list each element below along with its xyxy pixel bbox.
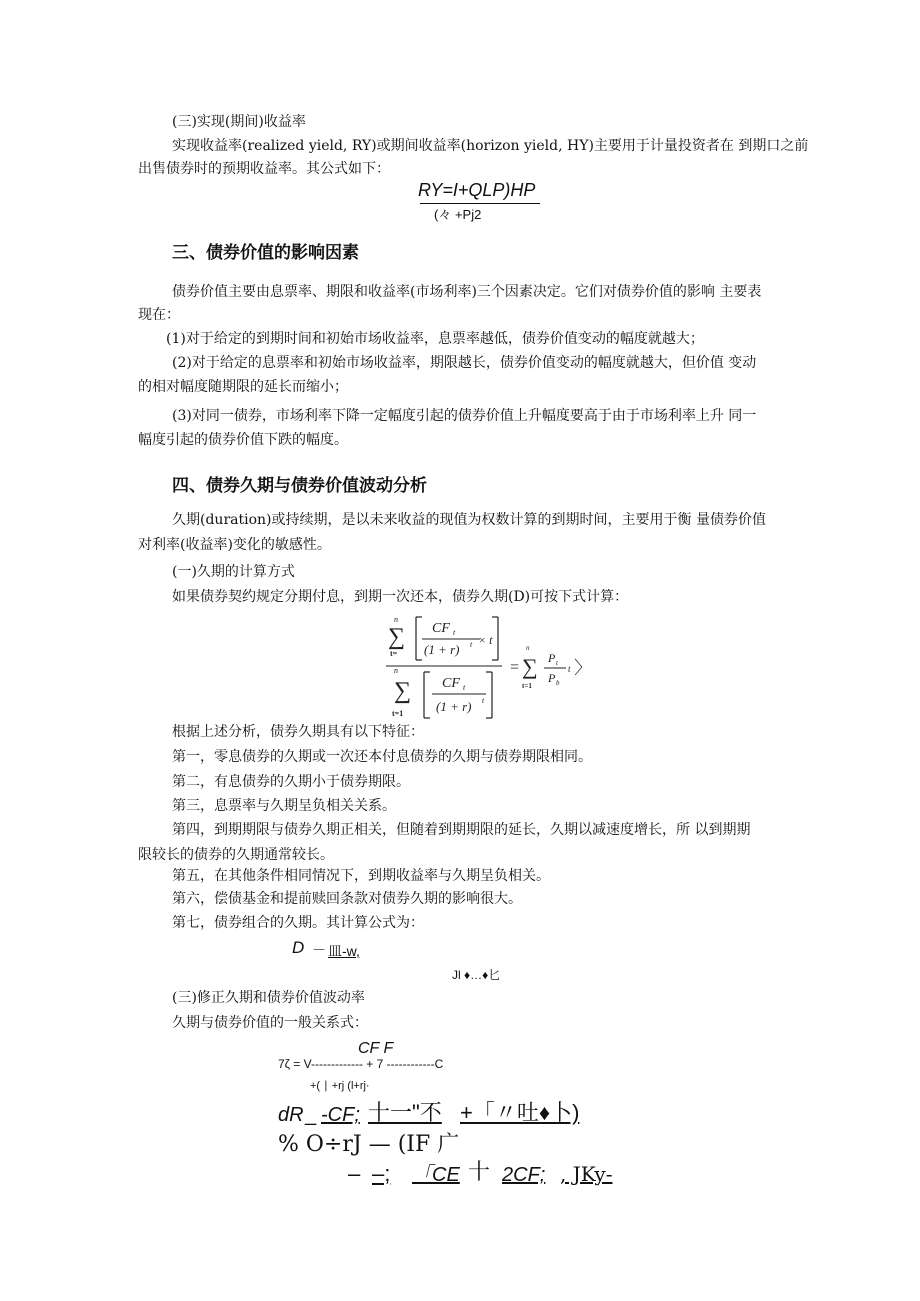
subsection-realized-yield: (三)实现(期间)收益率	[172, 114, 306, 130]
cf-subscript: t	[453, 628, 456, 637]
value-formula-line: 7ζ = V------------- + 7 ------------C	[278, 1057, 444, 1071]
list-item: 第一，零息债券的久期或一次还本付息债券的久期与债券期限相同。	[172, 749, 592, 765]
paragraph-line: 对利率(收益率)变化的敏感性。	[138, 537, 331, 553]
paragraph-line: 久期(duration)或持续期，是以未来收益的现值为权数计算的到期时间，主要用于衡 量债券价值	[172, 512, 766, 528]
pb-label: P	[548, 671, 556, 685]
times-t: × t	[478, 633, 493, 647]
cf-label: CF	[432, 621, 450, 636]
sum-index: t=1	[392, 709, 404, 718]
dr-line-2: % O÷rJ — (IF 广	[278, 1132, 460, 1157]
list-item: 第六，偿债基金和提前赎回条款对债券久期的影响很大。	[172, 891, 522, 907]
list-item: 第三，息票率与久期呈负相关关系。	[172, 798, 396, 814]
sum-upper-limit: n	[394, 666, 398, 675]
paragraph-line: 现在：	[138, 307, 180, 323]
pt-subscript: t	[556, 659, 558, 667]
paragraph-line: 出售债券时的预期收益率。其公式如下：	[138, 161, 390, 177]
dr-line-3-d: 十	[468, 1159, 491, 1184]
subsection-duration-calc: (一)久期的计算方式	[172, 564, 295, 580]
list-item-continuation: 的相对幅度随期限的延长而缩小；	[138, 379, 348, 395]
exponent: t	[482, 696, 485, 705]
sum-index: t=1	[522, 682, 532, 690]
dr-line-1-c: -CF;	[321, 1104, 360, 1126]
list-item: 第五，在其他条件相同情况下，到期收益率与久期呈负相关。	[172, 868, 550, 884]
paragraph-line: 如果债券契约规定分期付息，到期一次还本，债券久期(D)可按下式计算：	[172, 589, 629, 605]
list-item: (1)对于给定的到期时间和初始市场收益率，息票率越低，债券价值变动的幅度就越大；	[166, 331, 704, 347]
sum-upper-limit: n	[394, 615, 398, 624]
heading-section-3: 三、债券价值的影响因素	[172, 243, 359, 263]
list-item: (2)对于给定的息票率和初始市场收益率，期限越长，债券价值变动的幅度就越大，但价值 变动	[172, 355, 757, 371]
dr-line-1-e: +「〃吐♦卜)	[460, 1100, 580, 1125]
list-item: 第七，债券组合的久期。其计算公式为：	[172, 915, 424, 931]
ry-formula-numerator: RY=I+QLP)HP	[418, 180, 536, 200]
dr-line-1-b: _	[305, 1104, 317, 1126]
discount-factor: (1 + r)	[436, 699, 472, 714]
paragraph-line: 根据上述分析，债券久期具有以下特征：	[172, 724, 424, 740]
heading-section-4: 四、债券久期与债券价值波动分析	[172, 476, 427, 496]
tail-t: t	[568, 664, 571, 674]
cf-label: CF	[442, 676, 460, 691]
ry-formula-denominator: (々 +Pj2	[434, 207, 482, 222]
list-item: (3)对同一债券，市场利率下降一定幅度引起的债券价值上升幅度要高于由于市场利率上升 同一	[172, 408, 757, 424]
list-item: 第四，到期期限与债券久期正相关，但随着到期期限的延长，久期以减速度增长，所 以到期期	[172, 822, 751, 838]
dr-line-3-e: 2CF;	[502, 1164, 546, 1186]
sum-upper-limit: n	[526, 644, 530, 652]
portfolio-subscript: Jl ♦…♦匕	[452, 968, 501, 982]
list-item-continuation: 幅度引起的债券价值下跌的幅度。	[138, 432, 348, 448]
equals-sign: =	[510, 659, 520, 676]
sum-symbol: ∑	[522, 654, 538, 679]
dr-line-3-a: –	[348, 1161, 361, 1186]
list-item: 第二，有息债券的久期小于债券期限。	[172, 774, 410, 790]
portfolio-dash: －	[312, 942, 326, 958]
portfolio-d: D	[292, 938, 305, 957]
duration-formula	[380, 612, 590, 722]
pt-label: P	[548, 651, 556, 665]
sum-symbol: ∑	[388, 624, 406, 650]
paragraph-line: 实现收益率(realized yield, RY)或期间收益率(horizon yield, HY)主要用于计量投资者在 到期口之前	[172, 138, 809, 154]
angle-bracket: 〉	[574, 658, 592, 678]
value-formula-numerator: CF F	[358, 1040, 394, 1057]
portfolio-formula: 皿-w,	[328, 943, 360, 959]
list-item-continuation: 限较长的债券的久期通常较长。	[138, 847, 334, 863]
dr-line-1-a: dR	[278, 1104, 304, 1126]
cf-subscript: t	[463, 683, 466, 692]
value-formula-denominator: +( ∣ +rj (l+rj·	[310, 1080, 370, 1092]
exponent: t	[470, 640, 473, 649]
paragraph-line: 债券价值主要由息票率、期限和收益率(市场利率)三个因素决定。它们对债券价值的影响 主要表	[172, 284, 762, 300]
paragraph-line: 久期与债券价值的一般关系式：	[172, 1015, 368, 1031]
dr-line-3-c: 「CE	[412, 1164, 460, 1186]
dr-line-1-d: 十一"不	[368, 1100, 442, 1125]
pb-subscript: b	[556, 679, 560, 687]
sum-symbol: ∑	[394, 678, 412, 704]
subsection-modified-duration: (三)修正久期和债券价值波动率	[172, 990, 365, 1006]
sum-index: t=	[390, 649, 398, 658]
dr-line-3-f: , JKy-	[560, 1162, 613, 1186]
dr-line-3-b: –;	[372, 1161, 391, 1186]
discount-factor: (1 + r)	[424, 642, 460, 657]
